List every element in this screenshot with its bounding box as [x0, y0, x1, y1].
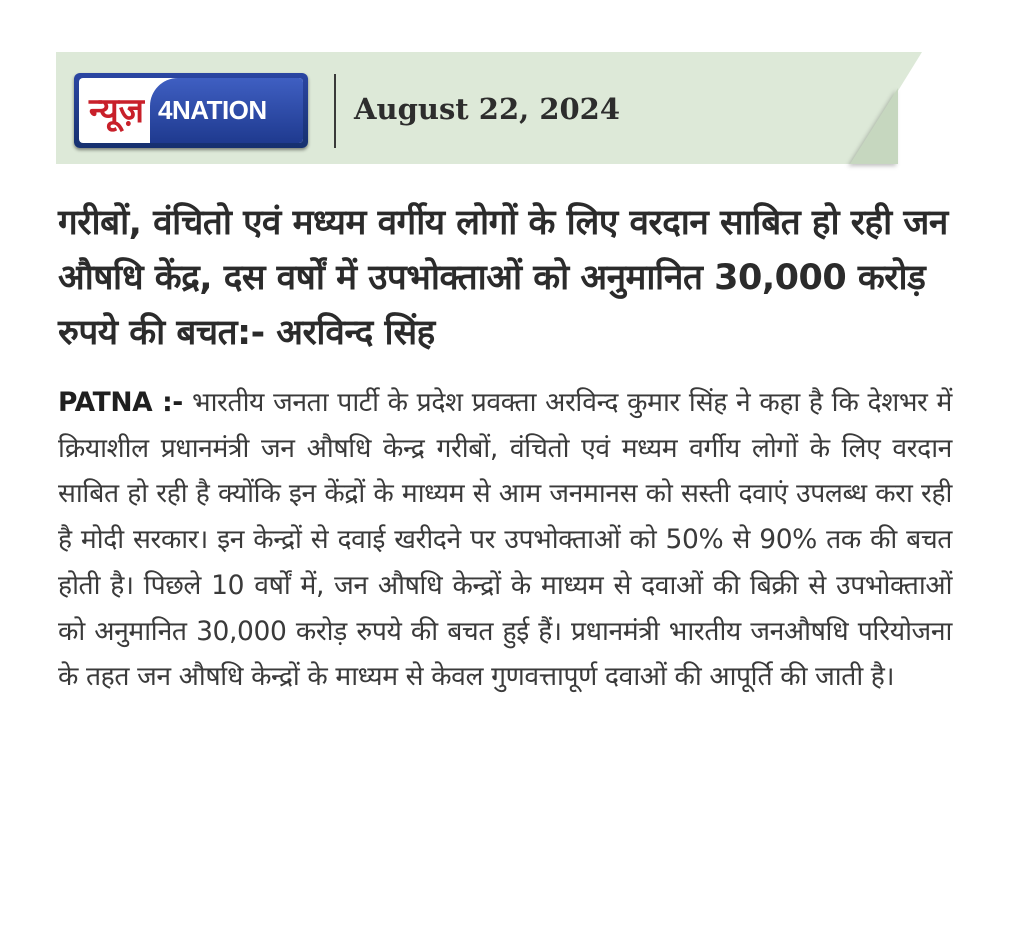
news4nation-logo — [74, 73, 308, 148]
logo-frame — [79, 78, 303, 143]
logo-brand-text: 4NATION — [150, 78, 303, 143]
logo-hindi-text: न्यूज़ — [89, 90, 144, 131]
article-dateline: PATNA :- — [58, 387, 183, 418]
header-divider — [334, 74, 336, 148]
article-body — [58, 380, 952, 700]
publication-date: August 22, 2024 — [354, 92, 621, 126]
page-curl-decoration — [850, 88, 898, 164]
article-headline: गरीबों, वंचितो एवं मध्यम वर्गीय लोगों के लिए वरदान साबित हो रही जन औषधि केंद्र, दस वर्षों में उपभोक्ताओं को अनुमानित 30,000 करोड़ रुपये की बचत:- अरविन्द सिंह — [58, 203, 948, 353]
article-body-text: भारतीय जनता पार्टी के प्रदेश प्रवक्ता अरविन्द कुमार सिंह ने कहा है कि देशभर में क्रियाशील प्रधानमंत्री जन औषधि केन्द्र गरीबों, वंचितो एवं मध्यम वर्गीय लोगों के लिए वरदान साबित हो रही है क्योंकि इन केंद्रों के माध्यम से आम जनमानस को सस्ती दवाएं उपलब्ध करा रही है मोदी सरकार। इन केन्द्रों से दवाई खरीदने पर उपभोक्ताओं को 50% से 90% तक की बचत होती है। पिछले 10 वर्षों में, जन औषधि केन्द्रों के माध्यम से दवाओं की बिक्री से उपभोक्ताओं को अनुमानित 30,000 करोड़ रुपये की बचत हुई हैं। प्रधानमंत्री भारतीय जनऔषधि परियोजना के तहत जन औषधि केन्द्रों के माध्यम से केवल गुणवत्तापूर्ण दवाओं की आपूर्ति की जाती है। — [58, 387, 953, 693]
